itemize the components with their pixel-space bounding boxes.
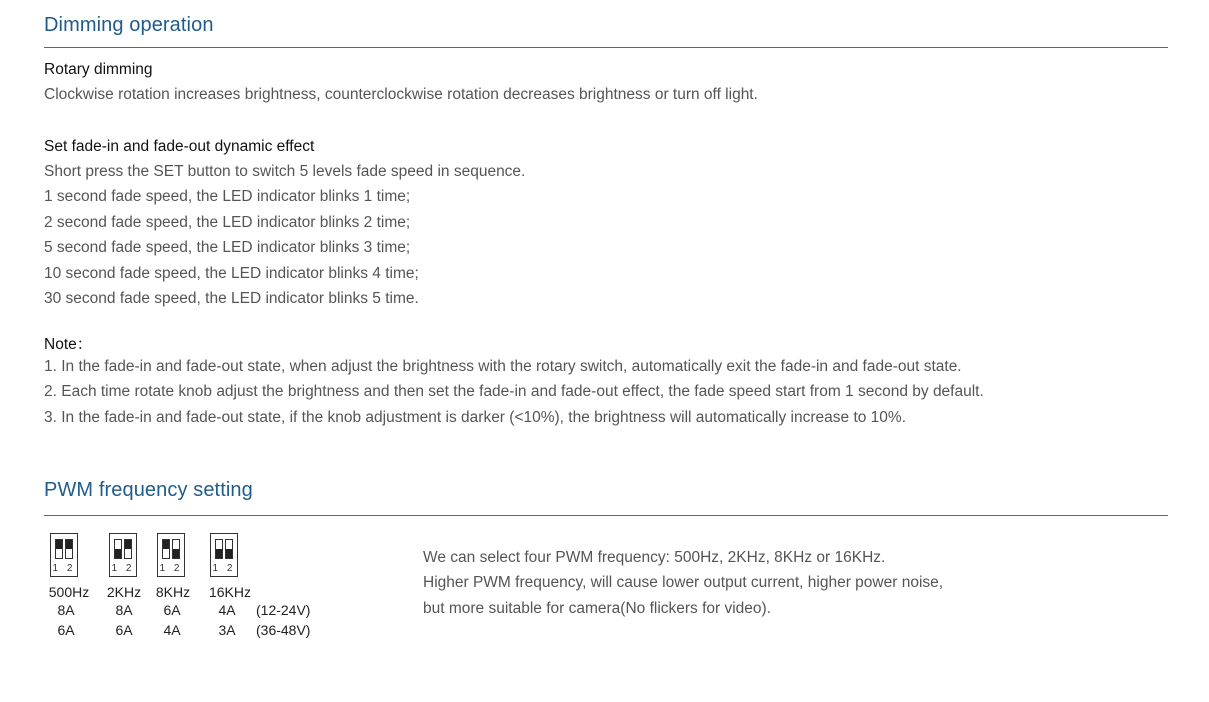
fade-line: 2 second fade speed, the LED indicator blinks 2 time; [44,214,411,231]
dip-numbers: 1 2 [52,563,76,574]
dip-slot-1 [114,539,122,559]
current-value: 8A [115,602,133,618]
note-item: 2. Each time rotate knob adjust the brightness and then set the fade-in and fade-out effect, the fade speed start from 1 second by default. [44,383,984,400]
dip-numbers: 1 2 [212,563,236,574]
dip-knob-2 [173,549,179,558]
current-value: 8A [57,602,75,618]
current-value: 6A [115,622,133,638]
frequency-row [0,584,400,602]
rotary-dimming-heading: Rotary dimming [44,61,153,78]
rotary-dimming-text: Clockwise rotation increases brightness, counterclockwise rotation decreases brightness or turn off light. [44,86,758,103]
pwm-description-line: but more suitable for camera(No flickers for video). [423,600,772,617]
fade-line: 30 second fade speed, the LED indicator blinks 5 time. [44,290,419,307]
current-value: 4A [218,602,236,618]
dip-slot-2 [172,539,180,559]
fade-effect-heading: Set fade-in and fade-out dynamic effect [44,138,315,155]
dip-switch-8khz [157,533,185,577]
fade-line: Short press the SET button to switch 5 levels fade speed in sequence. [44,163,526,180]
dip-knob-2 [226,549,232,558]
current-row-low-voltage [0,602,400,620]
dip-knob-2 [125,540,131,549]
section-divider [44,47,1168,48]
note-item: 3. In the fade-in and fade-out state, if the knob adjustment is darker (<10%), the brightness will automatically increase to 10%. [44,409,907,426]
frequency-label: 8KHz [155,584,191,600]
dip-slot-2 [124,539,132,559]
dip-slot-1 [215,539,223,559]
dip-slot-2 [225,539,233,559]
dip-switch-500hz [50,533,78,577]
pwm-description-line: We can select four PWM frequency: 500Hz, 2KHz, 8KHz or 16KHz. [423,549,886,566]
frequency-label: 2KHz [106,584,142,600]
dip-switch-16khz [210,533,238,577]
dip-slot-2 [65,539,73,559]
dip-numbers: 1 2 [159,563,183,574]
note-item: 1. In the fade-in and fade-out state, when adjust the brightness with the rotary switch, automatically exit the fade-in and fade-out state. [44,358,962,375]
frequency-label: 16KHz [208,584,252,600]
current-row-high-voltage [0,622,400,640]
dip-slot-1 [55,539,63,559]
current-value: 6A [57,622,75,638]
current-value: 4A [163,622,181,638]
voltage-range-label: (36-48V) [256,622,311,638]
section-divider [44,515,1168,516]
fade-line: 10 second fade speed, the LED indicator blinks 4 time; [44,265,419,282]
section-title-pwm: PWM frequency setting [44,479,253,501]
fade-line: 1 second fade speed, the LED indicator blinks 1 time; [44,188,411,205]
pwm-description-line: Higher PWM frequency, will cause lower output current, higher power noise, [423,574,944,591]
dip-knob-1 [56,540,62,549]
frequency-label: 500Hz [48,584,90,600]
dip-numbers: 1 2 [111,563,135,574]
note-heading: Note： [44,336,93,353]
dip-slot-1 [162,539,170,559]
dip-knob-2 [66,540,72,549]
current-value: 6A [163,602,181,618]
current-value: 3A [218,622,236,638]
dip-knob-1 [216,549,222,558]
section-title-dimming: Dimming operation [44,14,214,36]
dip-knob-1 [163,540,169,549]
dip-switch-2khz [109,533,137,577]
fade-line: 5 second fade speed, the LED indicator blinks 3 time; [44,239,411,256]
dip-knob-1 [115,549,121,558]
voltage-range-label: (12-24V) [256,602,311,618]
